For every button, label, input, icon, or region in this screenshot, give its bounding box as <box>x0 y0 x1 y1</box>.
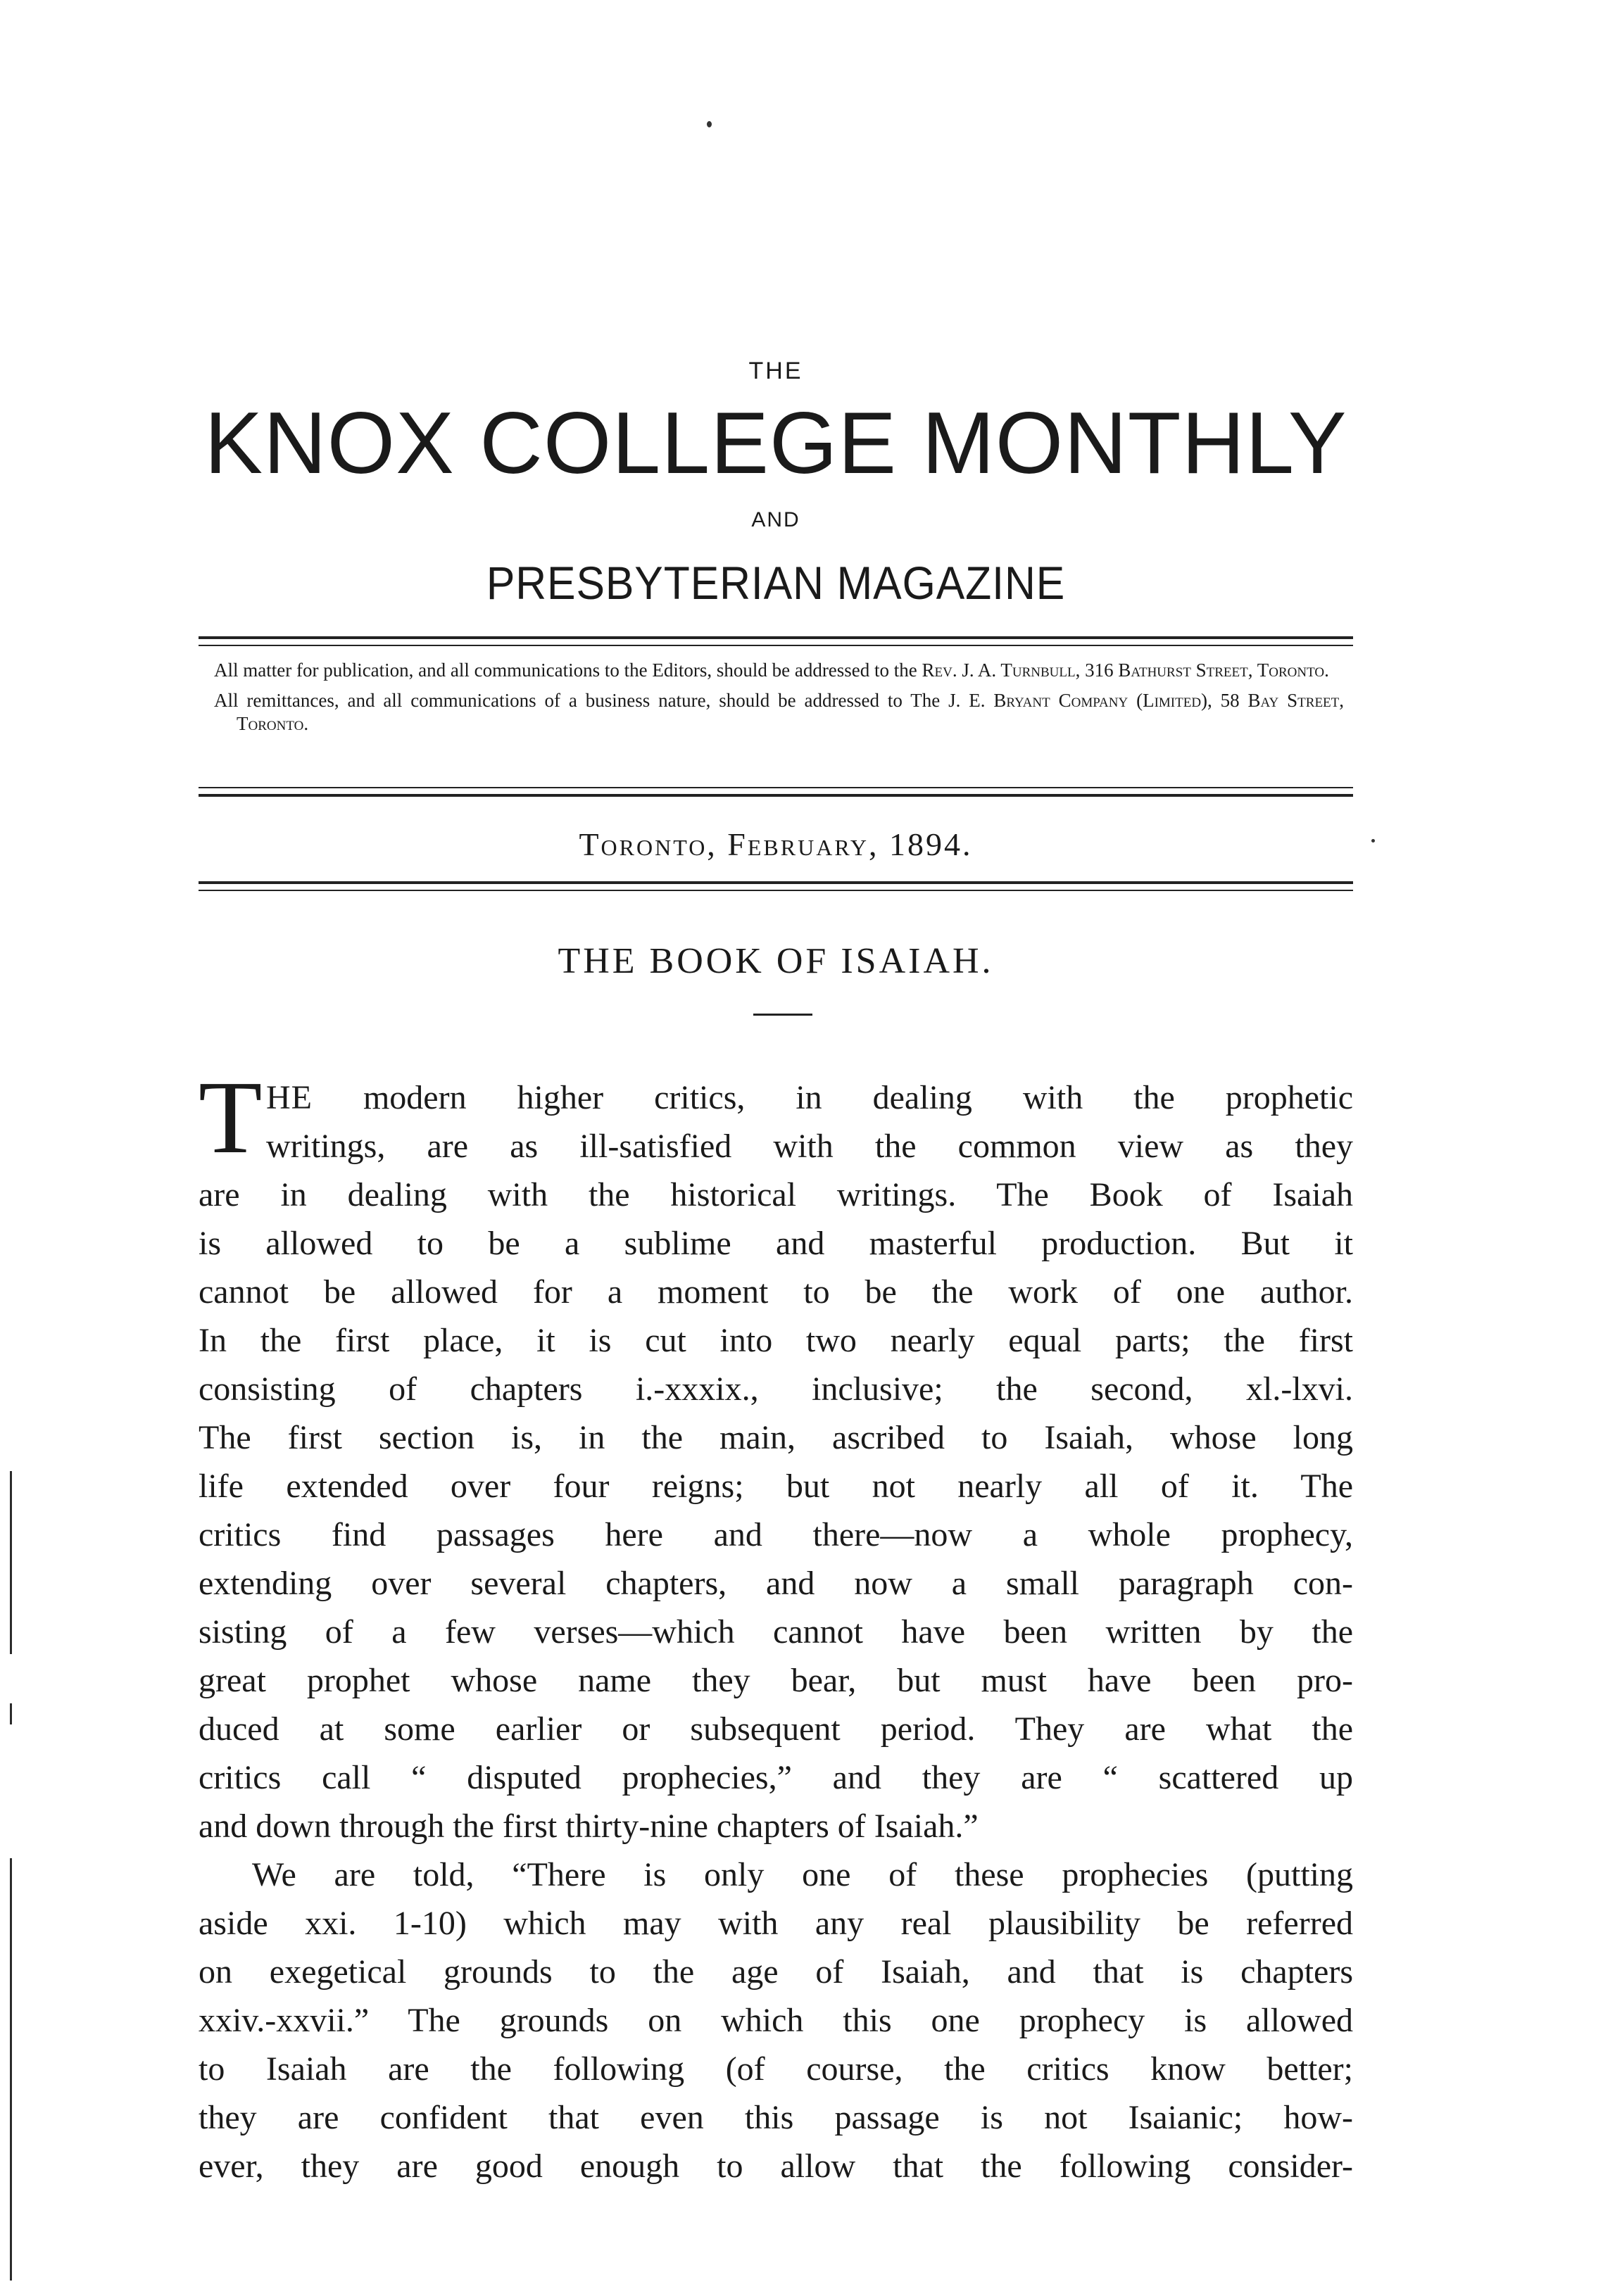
article-title: THE BOOK OF ISAIAH. <box>558 941 994 981</box>
dateline: Toronto, February, 1894. <box>579 826 973 862</box>
text-line: sisting of a few verses—which cannot have been written by the <box>199 1613 1353 1651</box>
paragraph-1 <box>199 1060 1353 1850</box>
text-line: consisting of chapters i.-xxxix., inclusive; the second, xl.-lxvi. <box>199 1370 1353 1408</box>
editorial-notice <box>214 659 1344 736</box>
text-line: xxiv.-xxvii.” The grounds on which this one prophecy is allowed <box>199 2002 1353 2039</box>
masthead-the: THE <box>748 358 803 384</box>
text-line: life extended over four reigns; but not nearly all of it. The <box>199 1468 1353 1505</box>
scan-edge-line <box>10 1858 12 2281</box>
text-line: critics find passages here and there—now a whole prophecy, <box>199 1516 1353 1553</box>
text-line: great prophet whose name they bear, but must have been pro- <box>199 1662 1353 1699</box>
text-line: are in dealing with the historical writings. The Book of Isaiah <box>199 1176 1353 1213</box>
text-line: critics call “ disputed prophecies,” and they are “ scattered up <box>199 1759 1353 1796</box>
notice-editors-line1: All matter for publication, and all communications to the Editors, should be addressed to the <box>214 660 917 681</box>
text-line: extending over several chapters, and now a small paragraph con- <box>199 1565 1353 1602</box>
double-rule-top-a <box>199 636 1353 639</box>
text-line <box>199 1073 1353 1122</box>
text-line: on exegetical grounds to the age of Isaiah, and that is chapters <box>199 1953 1353 1991</box>
scan-speck <box>1371 839 1375 843</box>
first-word: HE <box>266 1079 313 1116</box>
text-line: and down through the first thirty-nine chapters of Isaiah.” <box>199 1808 979 1845</box>
title-rule <box>753 1014 812 1016</box>
masthead-and: AND <box>751 508 800 531</box>
masthead-subtitle: PRESBYTERIAN MAGAZINE <box>486 557 1066 609</box>
drop-cap: T <box>199 1060 263 1175</box>
notice-business <box>214 689 1344 736</box>
text-line: is allowed to be a sublime and masterful production. But it <box>199 1225 1353 1262</box>
text-line: they are confident that even this passage is not Isaianic; how- <box>199 2099 1353 2136</box>
notice-business-line1: All remittances, and all communications of a business nature, should be addressed to The J. E. <box>214 690 986 711</box>
notice-editors <box>214 659 1344 682</box>
text-line: aside xxi. 1-10) which may with any real plausibility be referred <box>199 1905 1353 1942</box>
double-rule-top-b <box>199 645 1353 646</box>
double-rule-bottom-b <box>199 890 1353 891</box>
paragraph-2 <box>199 1850 1353 2190</box>
text-line: writings, are as ill-satisfied with the common view as they <box>266 1128 1353 1165</box>
text-line: The first section is, in the main, ascribed to Isaiah, whose long <box>199 1419 1353 1456</box>
double-rule-bottom-a <box>199 881 1353 884</box>
line-text: modern higher critics, in dealing with the prophetic <box>312 1079 1353 1116</box>
double-rule-mid-b <box>199 794 1353 797</box>
double-rule-mid-a <box>199 787 1353 788</box>
text-line: duced at some earlier or subsequent period. They are what the <box>199 1710 1353 1748</box>
text-line: In the first place, it is cut into two nearly equal parts; the first <box>199 1322 1353 1359</box>
text-line: ever, they are good enough to allow that the following consider- <box>199 2147 1353 2185</box>
text-line: We are told, “There is only one of these prophecies (putting <box>252 1856 1353 1893</box>
notice-editors-line2: Rev. J. A. Turnbull, 316 Bathurst Street, Toronto. <box>922 660 1329 681</box>
scan-edge-line <box>10 1703 12 1724</box>
article-body <box>199 1060 1353 2190</box>
masthead-title: KNOX COLLEGE MONTHLY <box>204 395 1347 492</box>
text-line: to Isaiah are the following (of course, the critics know better; <box>199 2050 1353 2088</box>
text-line: cannot be allowed for a moment to be the work of one author. <box>199 1273 1353 1311</box>
scan-edge-line <box>10 1471 12 1654</box>
scan-speck <box>707 121 712 127</box>
notice-business-line2: Bryant Company (Limited), 58 Bay Street, Toronto. <box>237 690 1345 734</box>
